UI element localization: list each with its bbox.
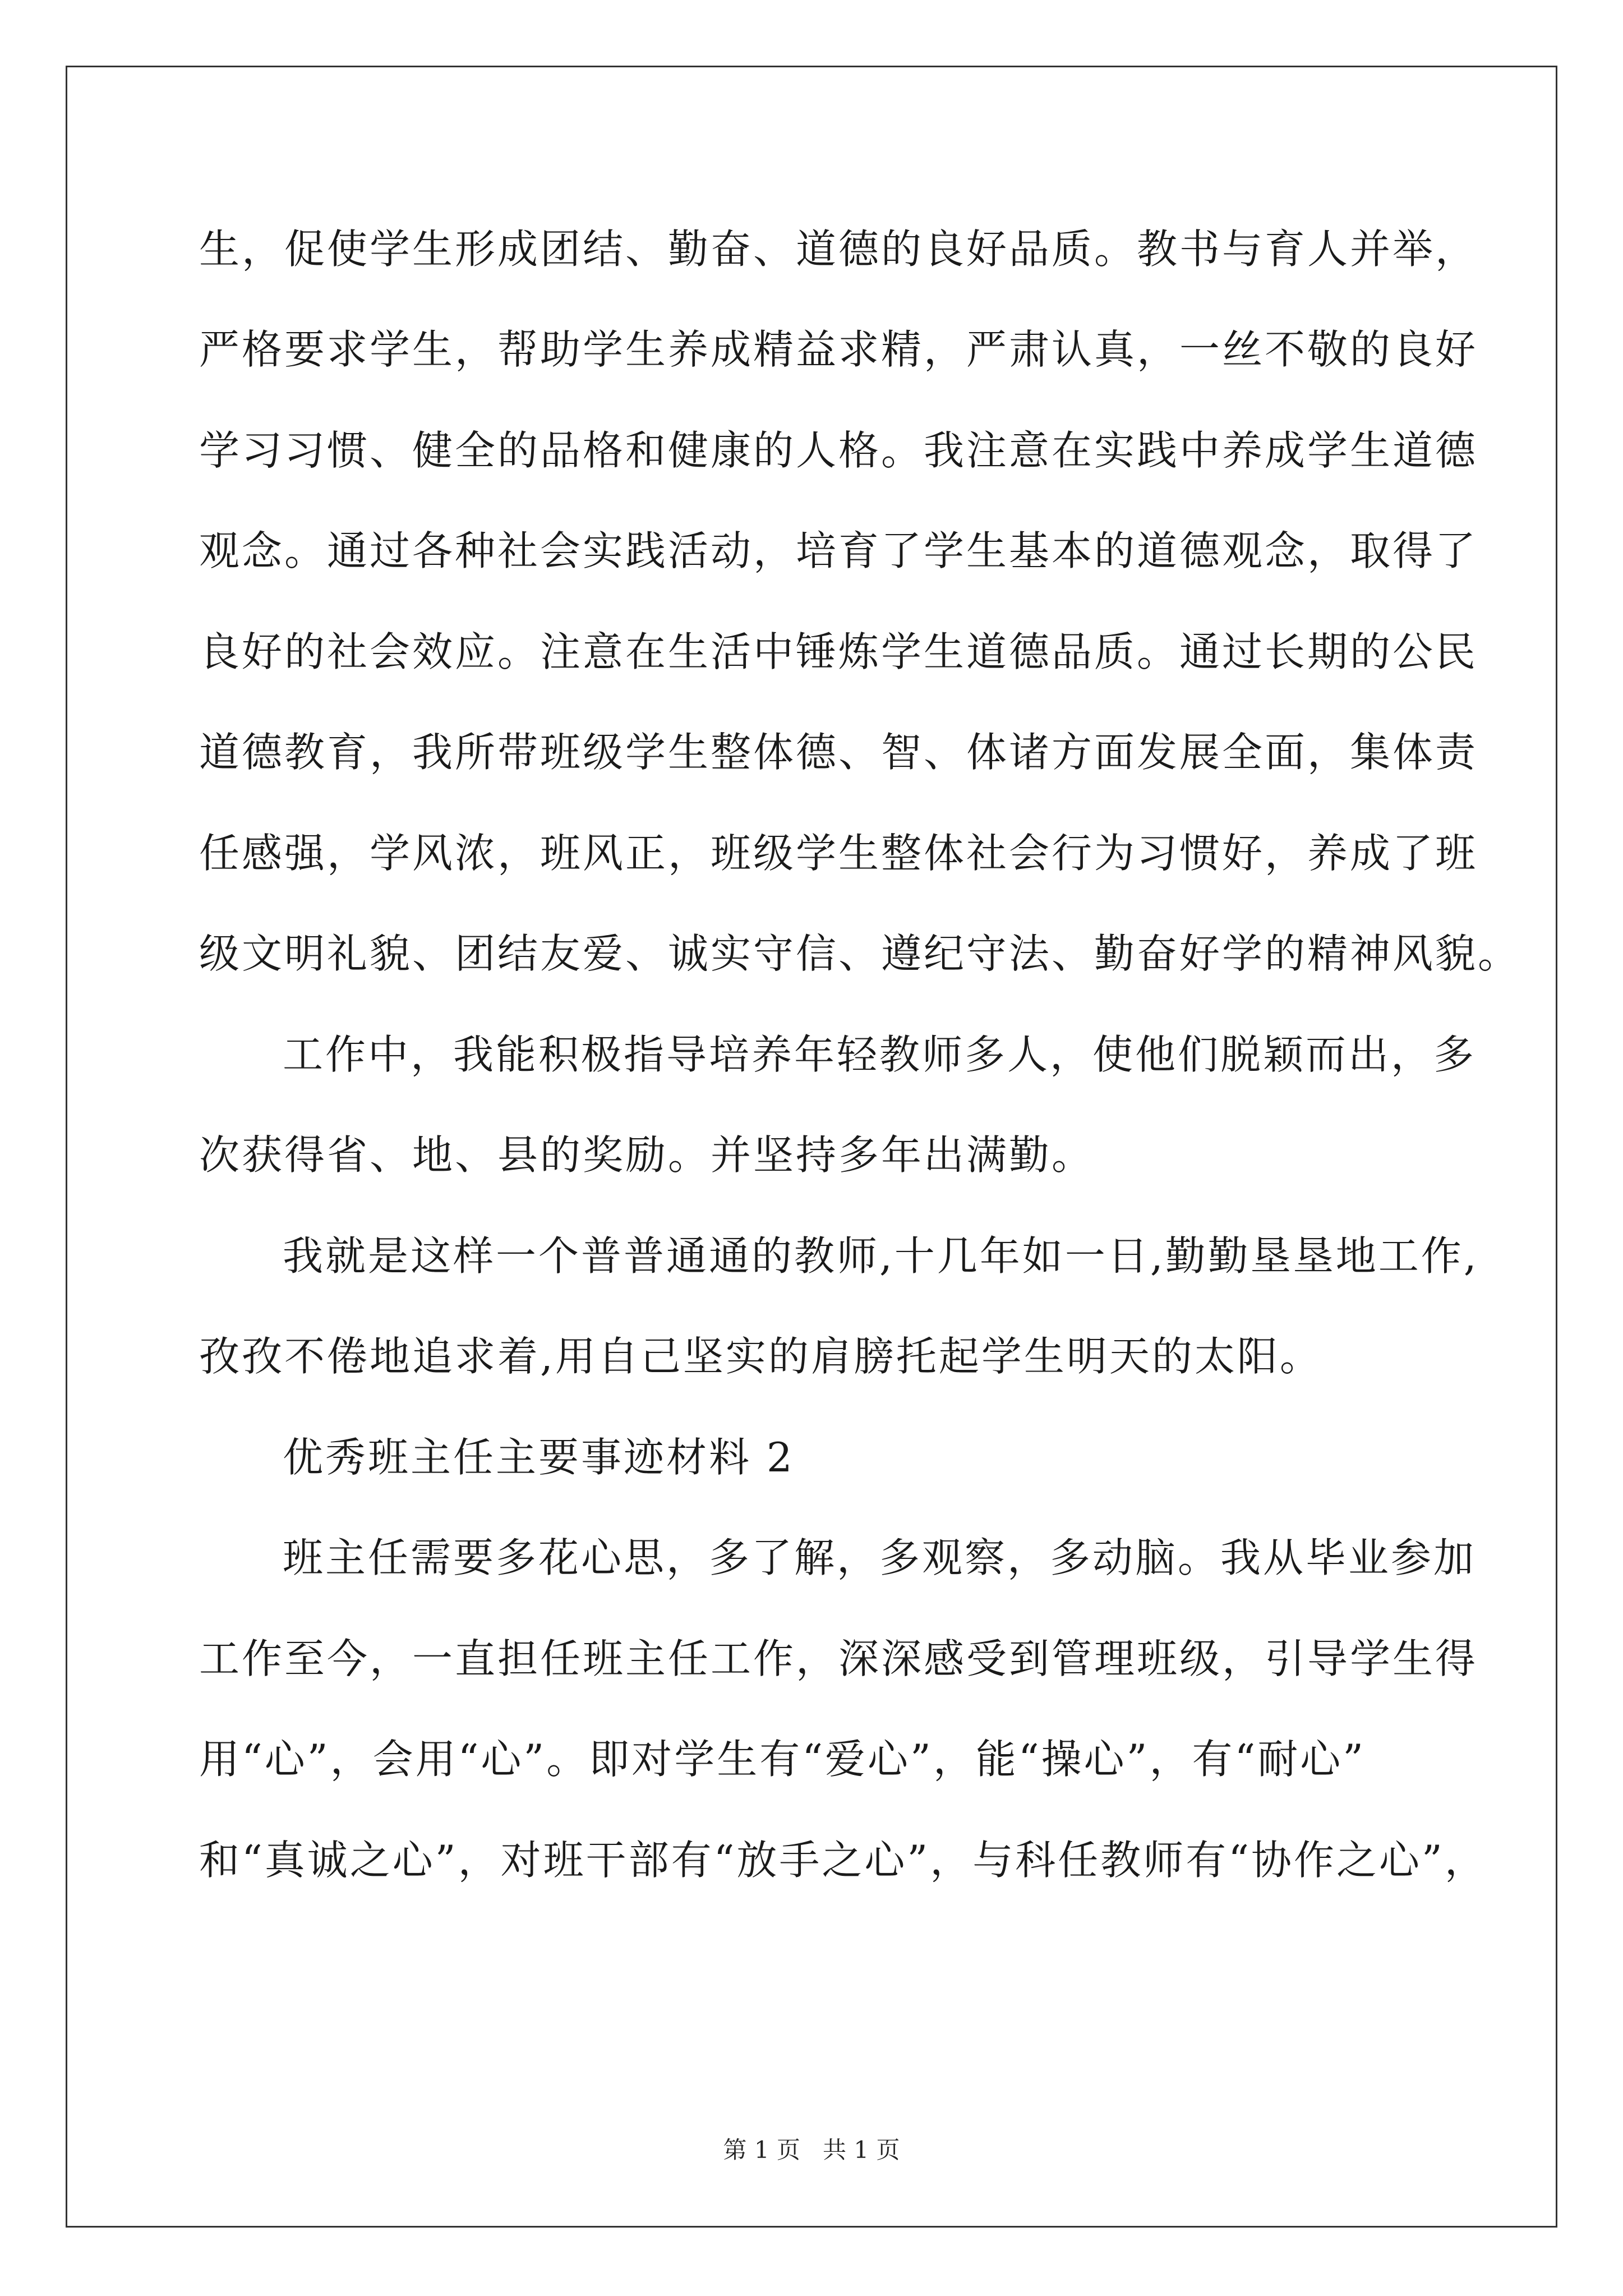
- paragraph-start-line: 我就是这样一个普普通通的教师,十几年如一日,勤勤垦垦地工作,: [283, 1232, 1479, 1280]
- section-heading: 优秀班主任主要事迹材料 2: [283, 1434, 795, 1481]
- text-line: 用“心”，会用“心”。即对学生有“爱心”，能“操心”，有“耐心”: [199, 1736, 1366, 1783]
- page-number: 第 1 页 共 1 页: [723, 2136, 900, 2164]
- text-line: 道德教育，我所带班级学生整体德、智、体诸方面发展全面，集体责: [199, 729, 1478, 776]
- text-line: 学习习惯、健全的品格和健康的人格。我注意在实践中养成学生道德: [199, 427, 1478, 474]
- text-line: 严格要求学生，帮助学生养成精益求精，严肃认真，一丝不敬的良好: [199, 326, 1478, 373]
- text-line: 次获得省、地、县的奖励。并坚持多年出满勤。: [199, 1131, 1095, 1179]
- paragraph-start-line: 班主任需要多花心思，多了解，多观察，多动脑。我从毕业参加: [283, 1534, 1477, 1581]
- text-line: 工作至今，一直担任班主任工作，深深感受到管理班级，引导学生得: [199, 1635, 1478, 1682]
- paragraph-start-line: 工作中，我能积极指导培养年轻教师多人，使他们脱颖而出，多: [283, 1031, 1477, 1078]
- text-line: 生，促使学生形成团结、勤奋、道德的良好品质。教书与育人并举，: [199, 226, 1478, 273]
- text-line: 孜孜不倦地追求着,用自己坚实的肩膀托起学生明天的太阳。: [199, 1333, 1322, 1380]
- text-line: 观念。通过各种社会实践活动，培育了学生基本的道德观念，取得了: [199, 527, 1478, 574]
- text-line: 任感强，学风浓，班风正，班级学生整体社会行为习惯好，养成了班: [199, 830, 1478, 877]
- text-line: 良好的社会效应。注意在生活中锤炼学生道德品质。通过长期的公民: [199, 628, 1478, 675]
- text-line: 级文明礼貌、团结友爱、诚实守信、遵纪守法、勤奋好学的精神风貌。: [199, 930, 1521, 977]
- text-line: 和“真诚之心”，对班干部有“放手之心”，与科任教师有“协作之心”，: [199, 1837, 1487, 1884]
